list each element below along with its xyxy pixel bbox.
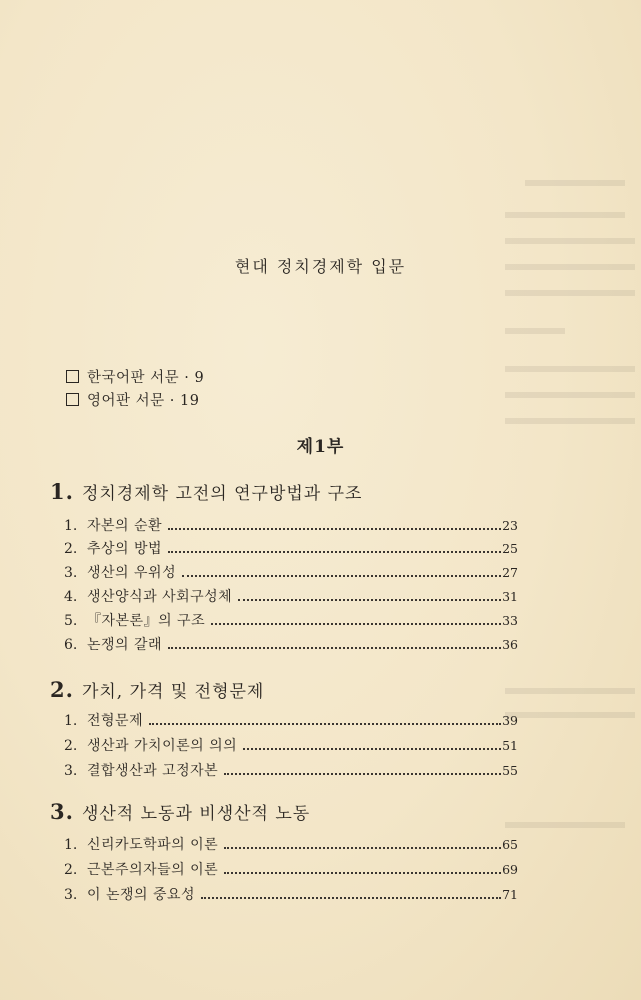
chapter-number: 1. (50, 479, 74, 504)
section-number: 6. (64, 637, 78, 653)
section-title: 생산의 우위성 (87, 565, 177, 581)
dot-leader (182, 575, 501, 577)
section-title: 근본주의자들의 이론 (87, 862, 219, 878)
dot-leader (224, 872, 501, 874)
dot-leader (243, 748, 501, 750)
section-title: 『자본론』의 구조 (87, 613, 206, 629)
preface-separator: · (164, 393, 180, 409)
toc-entry (64, 634, 518, 654)
toc-entry (64, 562, 518, 582)
section-title: 신리카도학파의 이론 (87, 837, 219, 853)
chapter-number: 2. (50, 677, 74, 702)
preface-label: 한국어판 서문 (87, 370, 180, 386)
toc-entry (64, 610, 518, 630)
section-number: 3. (64, 887, 78, 903)
toc-entry (64, 760, 518, 780)
toc-entry (64, 710, 518, 730)
page-number: 36 (502, 637, 518, 652)
section-number: 1. (64, 518, 78, 534)
dot-leader (168, 528, 501, 530)
section-title: 자본의 순환 (87, 518, 163, 534)
page-number: 39 (502, 713, 518, 728)
preface-page: 9 (194, 370, 205, 386)
page-number: 55 (502, 763, 518, 778)
page-number: 69 (502, 862, 518, 877)
section-number: 3. (64, 763, 78, 779)
section-title: 전형문제 (87, 713, 144, 729)
preface-item (66, 389, 199, 410)
section-title: 추상의 방법 (87, 541, 163, 557)
book-title: 현대 정치경제학 입문 (234, 257, 407, 276)
section-number: 4. (64, 589, 78, 605)
section-number: 2. (64, 862, 78, 878)
chapter-title: 생산적 노동과 비생산적 노동 (81, 804, 311, 824)
page-number: 25 (502, 541, 518, 556)
toc-entry (64, 586, 518, 606)
dot-leader (168, 647, 501, 649)
section-title: 결합생산과 고정자본 (87, 763, 219, 779)
chapter-number: 3. (50, 799, 74, 824)
preface-label: 영어판 서문 (87, 393, 165, 409)
dot-leader (224, 847, 501, 849)
toc-entry (64, 735, 518, 755)
page-number: 33 (502, 613, 518, 628)
dot-leader (168, 551, 501, 553)
chapter-heading (50, 799, 310, 824)
section-number: 2. (64, 541, 78, 557)
section-number: 1. (64, 837, 78, 853)
section-number: 3. (64, 565, 78, 581)
preface-page: 19 (179, 393, 200, 409)
page-number: 31 (502, 589, 518, 604)
section-title: 생산양식과 사회구성체 (87, 589, 233, 605)
section-number: 1. (64, 713, 78, 729)
page-number: 51 (502, 738, 518, 753)
page-number: 27 (502, 565, 518, 580)
chapter-title: 가치, 가격 및 전형문제 (81, 682, 265, 702)
section-title: 이 논쟁의 중요성 (87, 887, 196, 903)
dot-leader (201, 897, 501, 899)
dot-leader (211, 623, 501, 625)
preface-item (66, 366, 204, 387)
preface-separator: · (179, 370, 195, 386)
checkbox-square-icon (66, 393, 79, 406)
checkbox-square-icon (66, 370, 79, 383)
chapter-heading (50, 677, 264, 702)
page-number: 23 (502, 518, 518, 533)
chapter-heading (50, 479, 362, 504)
dot-leader (149, 723, 501, 725)
page-number: 65 (502, 837, 518, 852)
toc-entry (64, 859, 518, 879)
section-number: 5. (64, 613, 78, 629)
toc-entry (64, 884, 518, 904)
section-number: 2. (64, 738, 78, 754)
section-title: 생산과 가치이론의 의의 (87, 738, 238, 754)
toc-entry (64, 538, 518, 558)
toc-entry (64, 515, 518, 535)
part-title: 제1부 (296, 437, 345, 457)
toc-entry (64, 834, 518, 854)
section-title: 논쟁의 갈래 (87, 637, 163, 653)
dot-leader (238, 599, 501, 601)
chapter-title: 정치경제학 고전의 연구방법과 구조 (81, 484, 363, 504)
page-number: 71 (502, 887, 518, 902)
dot-leader (224, 773, 501, 775)
